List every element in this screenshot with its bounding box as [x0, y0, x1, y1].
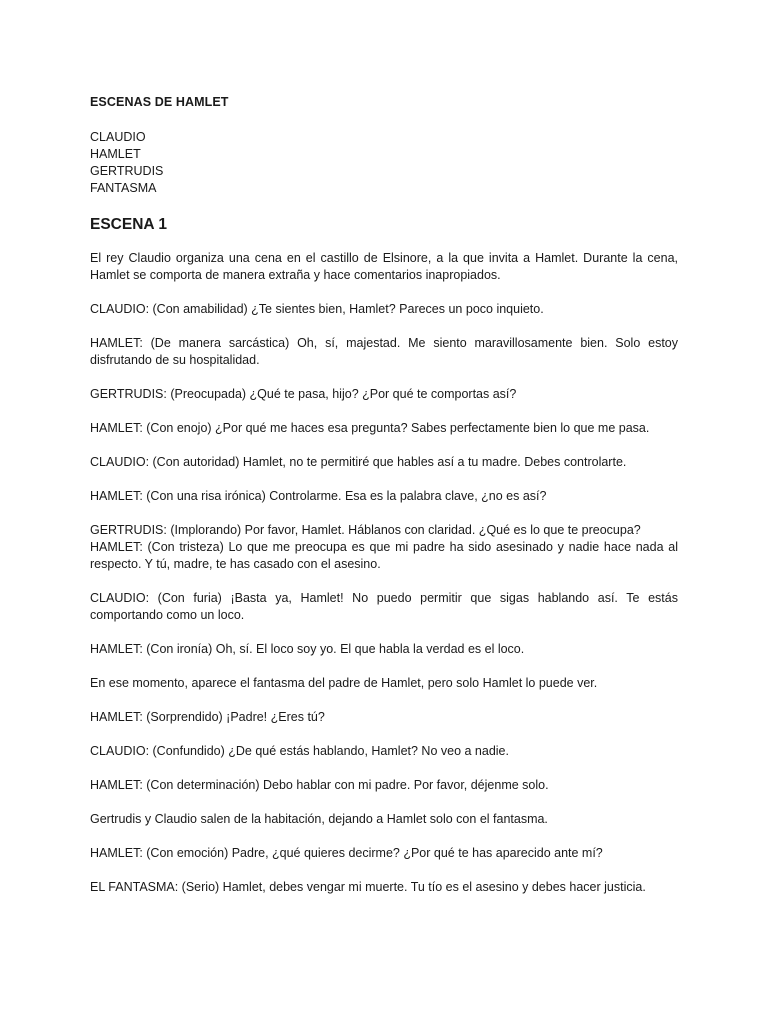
- dialogue-line: CLAUDIO: (Con autoridad) Hamlet, no te permitiré que hables así a tu madre. Debes controlarte.: [90, 455, 627, 469]
- dialogue-line: HAMLET: (Con determinación) Debo hablar con mi padre. Por favor, déjenme solo.: [90, 778, 549, 792]
- document-title: ESCENAS DE HAMLET: [90, 95, 229, 109]
- cast-item: FANTASMA: [90, 181, 157, 195]
- dialogue-line: HAMLET: (Con una risa irónica) Controlarme. Esa es la palabra clave, ¿no es así?: [90, 489, 547, 503]
- dialogue-line: GERTRUDIS: (Preocupada) ¿Qué te pasa, hijo? ¿Por qué te comportas así?: [90, 387, 517, 401]
- dialogue-line: GERTRUDIS: (Implorando) Por favor, Hamlet. Háblanos con claridad. ¿Qué es lo que te preocupa?: [90, 523, 641, 537]
- cast-list: [90, 129, 678, 197]
- dialogue-line: HAMLET: (Con emoción) Padre, ¿qué quieres decirme? ¿Por qué te has aparecido ante mí?: [90, 846, 603, 860]
- cast-item: HAMLET: [90, 147, 141, 161]
- dialogue-line: CLAUDIO: (Con amabilidad) ¿Te sientes bien, Hamlet? Pareces un poco inquieto.: [90, 302, 544, 316]
- cast-item: CLAUDIO: [90, 130, 146, 144]
- dialogue-line: CLAUDIO: (Con furia) ¡Basta ya, Hamlet! No puedo permitir que sigas hablando así. Te estás comportando como un loco.: [90, 591, 678, 622]
- dialogue-line: HAMLET: (Con enojo) ¿Por qué me haces esa pregunta? Sabes perfectamente bien lo que me pasa.: [90, 421, 650, 435]
- dialogue-line: HAMLET: (Con tristeza) Lo que me preocupa es que mi padre ha sido asesinado y nadie hace nada al respecto. Y tú, madre, te has casado con el asesino.: [90, 540, 678, 571]
- dialogue-line: CLAUDIO: (Confundido) ¿De qué estás hablando, Hamlet? No veo a nadie.: [90, 744, 509, 758]
- stage-direction: Gertrudis y Claudio salen de la habitación, dejando a Hamlet solo con el fantasma.: [90, 812, 548, 826]
- document-page: [90, 92, 678, 913]
- cast-item: GERTRUDIS: [90, 164, 164, 178]
- dialogue-line: EL FANTASMA: (Serio) Hamlet, debes vengar mi muerte. Tu tío es el asesino y debes hacer justicia.: [90, 880, 646, 894]
- dialogue-line: HAMLET: (Con ironía) Oh, sí. El loco soy yo. El que habla la verdad es el loco.: [90, 642, 525, 656]
- dialogue-line: HAMLET: (Sorprendido) ¡Padre! ¿Eres tú?: [90, 710, 325, 724]
- stage-direction: En ese momento, aparece el fantasma del padre de Hamlet, pero solo Hamlet lo puede ver.: [90, 676, 598, 690]
- scene-heading: ESCENA 1: [90, 216, 167, 233]
- stage-direction: El rey Claudio organiza una cena en el castillo de Elsinore, a la que invita a Hamlet. Durante la cena, Hamlet se comporta de manera extraña y hace comentarios inapropiados.: [90, 251, 678, 282]
- dialogue-line: HAMLET: (De manera sarcástica) Oh, sí, majestad. Me siento maravillosamente bien. Solo estoy disfrutando de su hospitalidad.: [90, 336, 678, 367]
